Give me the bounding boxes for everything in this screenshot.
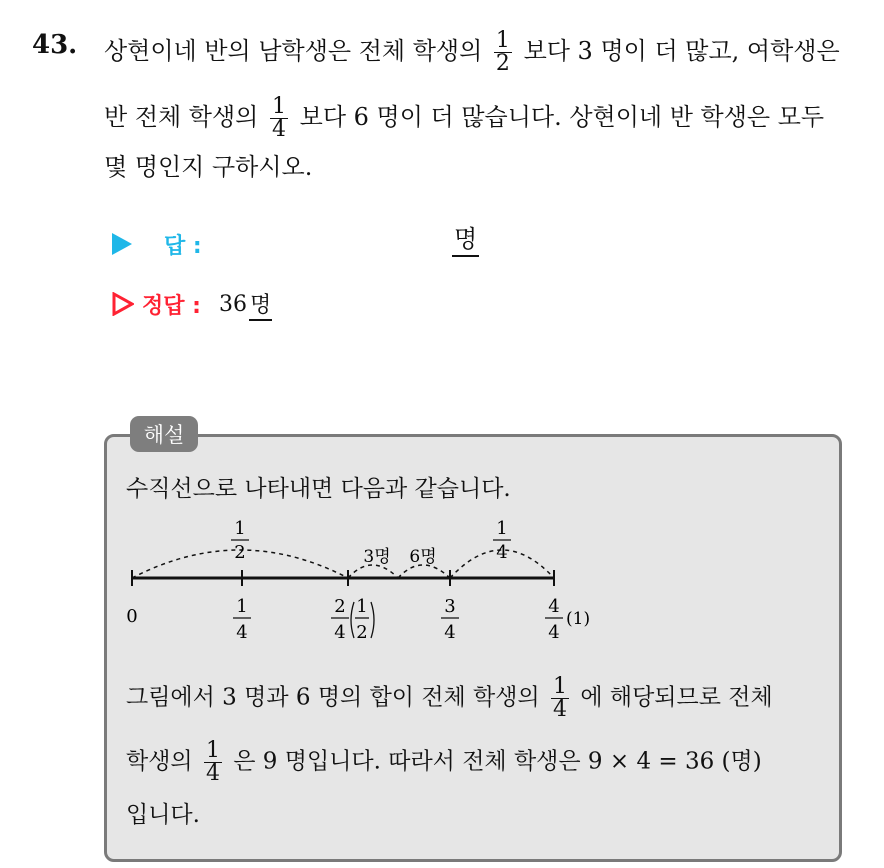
fraction-denominator: 4 [272, 117, 287, 142]
tick-label-2-num: 2 [334, 596, 346, 617]
correct-answer-label: 정답 : [142, 293, 201, 319]
label-six-people: 6명 [409, 547, 437, 567]
answer-label: 답 : [164, 233, 202, 259]
explanation-intro: 수직선으로 나타내면 다음과 같습니다. [126, 476, 511, 502]
label-half-den: 2 [234, 542, 246, 563]
question-text: 보다 6 명이 더 많습니다. 상현이네 반 학생은 모두 [299, 103, 825, 131]
question-line-2 [104, 96, 824, 141]
label-quarter-num: 1 [496, 518, 508, 539]
correct-answer-value: 36 [218, 291, 247, 317]
tick-label-3-den: 4 [444, 622, 456, 643]
tick-label-1-den: 4 [236, 622, 248, 643]
tick-label-2-den: 4 [334, 622, 346, 643]
tick-label-4-num: 4 [548, 596, 560, 617]
fraction-one-half [494, 30, 512, 75]
explanation-text: 학생의 [126, 748, 193, 775]
question-line-1 [104, 30, 840, 75]
label-quarter-den: 4 [496, 542, 508, 563]
fraction-numerator: 1 [553, 674, 568, 699]
answer-row [112, 228, 202, 260]
tick-label-4-den: 4 [548, 622, 560, 643]
answer-blank-unit[interactable]: 명 [452, 224, 479, 257]
tick-label-1-num: 1 [236, 596, 248, 617]
triangle-outline-icon [112, 292, 134, 316]
correct-answer-unit: 명 [249, 288, 272, 321]
triangle-marker-icon [112, 233, 132, 255]
question-text: 보다 3 명이 더 많고, 여학생은 [523, 37, 840, 65]
fraction-denominator: 2 [495, 51, 510, 76]
question-number: 43. [32, 30, 78, 60]
explanation-line-1 [126, 676, 773, 721]
label-three-people: 3명 [363, 547, 391, 567]
tick-label-3-num: 3 [444, 596, 456, 617]
question-line-3: 몇 명인지 구하시오. [104, 153, 313, 181]
explanation-text: 은 9 명입니다. 따라서 전체 학생은 9 × 4 = 36 (명) [233, 748, 762, 775]
tick-label-4-suffix: (1) [566, 609, 591, 629]
correct-answer-row [112, 288, 272, 320]
tick-label-2-paren-den: 2 [356, 622, 368, 643]
explanation-line-2 [126, 740, 762, 785]
explanation-tag: 해설 [130, 416, 198, 452]
question-text: 반 전체 학생의 [104, 103, 259, 131]
explanation-text: 그림에서 3 명과 6 명의 합이 전체 학생의 [126, 684, 540, 711]
explanation-text: 에 해당되므로 전체 [580, 684, 773, 711]
label-half-num: 1 [234, 518, 246, 539]
explanation-line-3: 입니다. [126, 802, 200, 828]
fraction-denominator: 4 [553, 697, 568, 722]
tick-label-0: 0 [126, 606, 138, 627]
fraction-numerator: 1 [205, 738, 220, 763]
question-text: 상현이네 반의 남학생은 전체 학생의 [104, 37, 483, 65]
fraction-one-quarter [551, 676, 569, 721]
tick-label-2-paren-num: 1 [356, 596, 368, 617]
number-line-diagram [120, 512, 620, 652]
fraction-denominator: 4 [205, 761, 220, 786]
fraction-one-quarter [270, 96, 288, 141]
fraction-one-quarter [204, 740, 222, 785]
fraction-numerator: 1 [495, 28, 510, 53]
fraction-numerator: 1 [272, 94, 287, 119]
